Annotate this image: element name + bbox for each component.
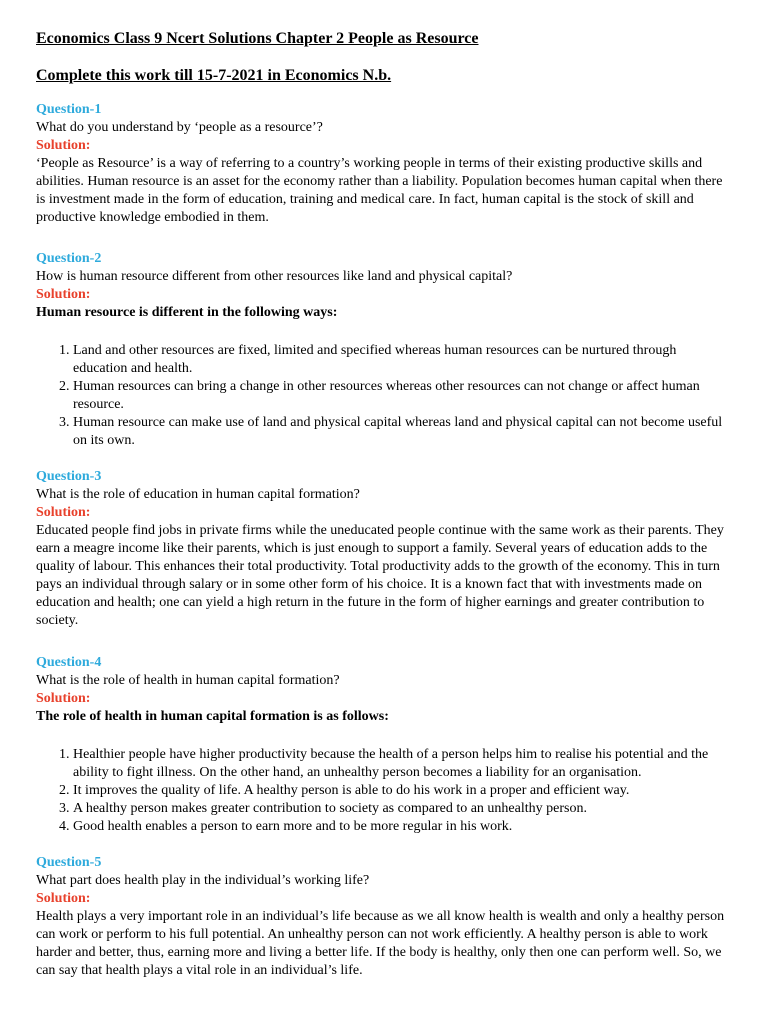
list-item: 1. Healthier people have higher productivity because the health of a person helps him to realise his potential and the ability to fight illness. On the other hand, an unhealthy person becomes a liability for an organisation. bbox=[73, 746, 732, 782]
list-item: 1. Land and other resources are fixed, limited and specified whereas human resources can be nurtured through education and health. bbox=[73, 342, 732, 378]
question-5-solution-label: Solution: bbox=[36, 891, 91, 906]
question-5-label: Question-5 bbox=[36, 855, 102, 870]
question-3-label: Question-3 bbox=[36, 469, 102, 484]
question-3-solution-label: Solution: bbox=[36, 505, 91, 520]
question-4-list bbox=[36, 746, 732, 836]
question-5-text: What part does health play in the individual’s working life? bbox=[36, 873, 370, 888]
question-1-block bbox=[36, 101, 732, 227]
list-item: 2. It improves the quality of life. A healthy person is able to do his work in a proper and efficient way. bbox=[73, 782, 732, 800]
question-4-intro: The role of health in human capital formation is as follows: bbox=[36, 709, 389, 724]
question-2-text: How is human resource different from other resources like land and physical capital? bbox=[36, 269, 513, 284]
question-3-text: What is the role of education in human capital formation? bbox=[36, 487, 360, 502]
question-1-text: What do you understand by ‘people as a resource’? bbox=[36, 120, 323, 135]
document-title: Economics Class 9 Ncert Solutions Chapter 2 People as Resource bbox=[36, 30, 479, 47]
question-1-solution-label: Solution: bbox=[36, 138, 91, 153]
question-4-label: Question-4 bbox=[36, 655, 102, 670]
question-5-answer: Health plays a very important role in an individual’s life because as we all know health is wealth and only a healthy person can work or perform to his full potential. An unhealthy person can not work efficiently. A healthy person is able to work harder and better, thus, earning more and living a better life. If the body is healthy, only then one can perform well. So, we can say that health plays a vital role in an individual’s life. bbox=[36, 909, 725, 978]
question-2-block bbox=[36, 250, 732, 450]
question-4-solution-label: Solution: bbox=[36, 691, 91, 706]
question-1-label: Question-1 bbox=[36, 102, 102, 117]
question-4-block bbox=[36, 654, 732, 836]
document-subtitle: Complete this work till 15-7-2021 in Economics N.b. bbox=[36, 67, 392, 84]
question-2-label: Question-2 bbox=[36, 251, 102, 266]
question-5-block bbox=[36, 854, 732, 980]
list-item: 2. Human resources can bring a change in other resources whereas other resources can not change or affect human resource. bbox=[73, 378, 732, 414]
list-item: 4. Good health enables a person to earn more and to be more regular in his work. bbox=[73, 818, 732, 836]
question-3-block bbox=[36, 468, 732, 630]
list-item: 3. Human resource can make use of land and physical capital whereas land and physical capital can not become useful on its own. bbox=[73, 414, 732, 450]
question-4-text: What is the role of health in human capital formation? bbox=[36, 673, 340, 688]
question-3-answer: Educated people find jobs in private firms while the uneducated people continue with the same work as their parents. They earn a meagre income like their parents, which is just enough to support a family. Several years of education adds to the quality of labour. This enhances their total productivity. Total productivity adds to the growth of the economy. This in turn pays an individual through salary or in some other form of his choice. It is a known fact that with investments made on education and health; one can yield a high return in the future in the form of higher earnings and greater contribution to society. bbox=[36, 523, 724, 628]
question-1-answer: ‘People as Resource’ is a way of referring to a country’s working people in terms of their existing productive skills and abilities. Human resource is an asset for the economy rather than a liability. Population becomes human capital when there is investment made in the form of education, training and medical care. In fact, human capital is the stock of skill and productive knowledge embodied in them. bbox=[36, 156, 723, 225]
list-item: 3. A healthy person makes greater contribution to society as compared to an unhealthy person. bbox=[73, 800, 732, 818]
question-2-solution-label: Solution: bbox=[36, 287, 91, 302]
question-2-intro: Human resource is different in the following ways: bbox=[36, 305, 338, 320]
question-2-list bbox=[36, 342, 732, 450]
